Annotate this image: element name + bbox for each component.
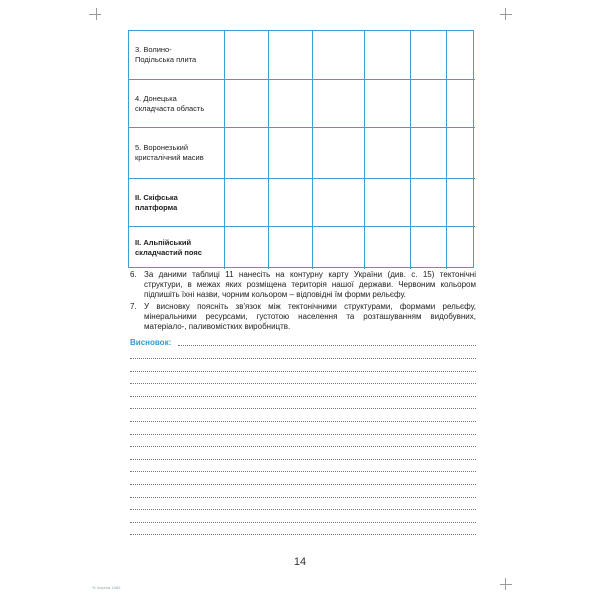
crop-mark — [500, 14, 512, 15]
row-label: II. Альпійський складчастий пояс — [129, 227, 225, 269]
empty-cell[interactable] — [447, 179, 475, 227]
tectonic-structures-table — [128, 30, 474, 268]
empty-cell[interactable] — [365, 227, 411, 269]
conclusion-section — [130, 338, 476, 348]
empty-cell[interactable] — [313, 128, 365, 179]
empty-cell[interactable] — [225, 179, 269, 227]
empty-cell[interactable] — [225, 80, 269, 128]
task-item — [130, 270, 476, 300]
empty-cell[interactable] — [269, 179, 313, 227]
row-label: 3. Волино- Подільська плита — [129, 31, 225, 80]
empty-cell[interactable] — [411, 227, 447, 269]
answer-line[interactable] — [130, 484, 476, 485]
empty-cell[interactable] — [225, 128, 269, 179]
answer-line[interactable] — [130, 497, 476, 498]
footer-note: % Чертеж 1960 — [92, 585, 121, 590]
empty-cell[interactable] — [447, 128, 475, 179]
empty-cell[interactable] — [225, 31, 269, 80]
empty-cell[interactable] — [411, 31, 447, 80]
answer-line[interactable] — [130, 434, 476, 435]
task-list — [130, 270, 476, 334]
empty-cell[interactable] — [313, 80, 365, 128]
answer-line[interactable] — [130, 396, 476, 397]
answer-line[interactable] — [178, 345, 476, 346]
answer-line[interactable] — [130, 371, 476, 372]
empty-cell[interactable] — [447, 80, 475, 128]
empty-cell[interactable] — [269, 80, 313, 128]
crop-mark — [89, 14, 101, 15]
empty-cell[interactable] — [269, 227, 313, 269]
row-label: 5. Воронезький кристалічний масив — [129, 128, 225, 179]
empty-cell[interactable] — [411, 179, 447, 227]
empty-cell[interactable] — [313, 31, 365, 80]
row-label: II. Скіфська платформа — [129, 179, 225, 227]
empty-cell[interactable] — [365, 179, 411, 227]
answer-line[interactable] — [130, 522, 476, 523]
empty-cell[interactable] — [411, 80, 447, 128]
empty-cell[interactable] — [411, 128, 447, 179]
empty-cell[interactable] — [269, 128, 313, 179]
task-text: У висновку поясніть зв'язок між тектонічними структурами, формами рельєфу, мінеральними ресурсами, густотою населення та розташуванням видобувних, матеріало-, паливомістких виробництв. — [144, 302, 476, 331]
answer-line[interactable] — [130, 459, 476, 460]
task-text: За даними таблиці 11 нанесіть на контурну карту України (див. с. 15) тектонічні структури, в межах яких розміщена територія нашої держави. Червоним кольором підпишіть їхні назви, чорним кольором – відповідні їм форми рельєфу. — [144, 270, 476, 299]
answer-line[interactable] — [130, 446, 476, 447]
empty-cell[interactable] — [269, 31, 313, 80]
task-number: 7. — [130, 302, 137, 311]
conclusion-label: Висновок: — [130, 338, 172, 347]
answer-line[interactable] — [130, 509, 476, 510]
empty-cell[interactable] — [225, 227, 269, 269]
answer-line[interactable] — [130, 471, 476, 472]
answer-line[interactable] — [130, 421, 476, 422]
empty-cell[interactable] — [447, 227, 475, 269]
empty-cell[interactable] — [365, 128, 411, 179]
empty-cell[interactable] — [313, 179, 365, 227]
crop-mark — [500, 584, 512, 585]
empty-cell[interactable] — [365, 31, 411, 80]
empty-cell[interactable] — [365, 80, 411, 128]
empty-cell[interactable] — [447, 31, 475, 80]
answer-line[interactable] — [130, 383, 476, 384]
answer-line[interactable] — [130, 408, 476, 409]
page-number: 14 — [293, 556, 307, 568]
answer-line[interactable] — [130, 534, 476, 535]
row-label: 4. Донецька складчаста область — [129, 80, 225, 128]
task-number: 6. — [130, 270, 137, 279]
task-item — [130, 302, 476, 332]
empty-cell[interactable] — [313, 227, 365, 269]
answer-line[interactable] — [130, 358, 476, 359]
